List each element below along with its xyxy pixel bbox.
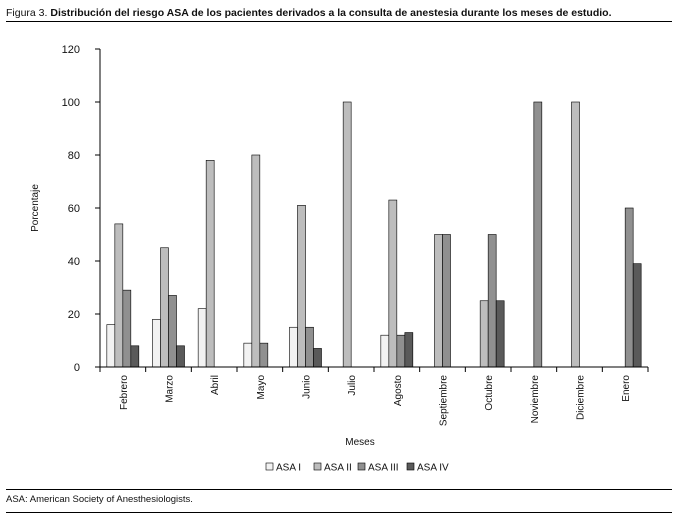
bar-asa-ii-febrero	[115, 224, 123, 367]
bar-asa-ii-diciembre	[572, 102, 580, 367]
bar-asa-i-agosto	[381, 335, 389, 367]
bar-asa-iv-octubre	[496, 301, 504, 367]
legend-label: ASA II	[324, 462, 352, 474]
figure-title: Distribución del riesgo ASA de los pacientes derivados a la consulta de anestesia durante los meses de estudio.	[50, 7, 612, 19]
legend	[266, 463, 449, 474]
y-tick-label: 120	[61, 44, 80, 56]
bar-asa-iv-enero	[633, 264, 641, 367]
bar-asa-ii-octubre	[480, 301, 488, 367]
bar-asa-i-febrero	[107, 325, 115, 367]
figure-label: Figura 3.	[6, 7, 48, 19]
bar-asa-ii-marzo	[161, 248, 169, 367]
bar-asa-iii-mayo	[260, 343, 268, 367]
bar-asa-iii-octubre	[488, 235, 496, 368]
x-tick-label: Agosto	[392, 375, 404, 407]
bar-asa-iv-marzo	[177, 346, 185, 367]
footnote: ASA: American Society of Anesthesiologists.	[6, 494, 193, 505]
legend-swatch	[407, 463, 414, 470]
y-tick-label: 40	[67, 256, 80, 268]
bars-group	[107, 102, 641, 367]
x-tick-label: Enero	[621, 375, 633, 402]
legend-swatch	[314, 463, 321, 470]
y-tick-label: 0	[73, 362, 80, 374]
legend-swatch	[266, 463, 273, 470]
y-axis-label: Porcentaje	[30, 184, 41, 232]
x-tick-label: Junio	[301, 375, 313, 399]
x-tick-label: Diciembre	[575, 375, 587, 421]
bar-asa-iii-enero	[625, 208, 633, 367]
x-tick-label: Febrero	[118, 375, 130, 411]
bar-asa-iii-agosto	[397, 335, 405, 367]
x-tick-label: Mayo	[255, 375, 267, 400]
footnote-rule	[6, 489, 672, 490]
x-tick-label: Septiembre	[438, 375, 450, 427]
bar-asa-iii-noviembre	[534, 102, 542, 367]
bar-asa-i-junio	[290, 327, 298, 367]
bar-asa-iii-febrero	[123, 290, 131, 367]
legend-label: ASA IV	[417, 462, 449, 474]
bottom-rule	[6, 512, 672, 513]
bar-asa-i-abril	[198, 309, 206, 367]
y-tick-label: 60	[67, 203, 80, 215]
y-tick-label: 20	[67, 309, 80, 321]
bar-asa-iii-septiembre	[443, 235, 451, 368]
x-axis-label: Meses	[345, 437, 375, 448]
bar-asa-ii-agosto	[389, 200, 397, 367]
bar-asa-ii-junio	[298, 205, 306, 367]
bar-asa-iv-junio	[314, 348, 322, 367]
legend-label: ASA I	[276, 462, 302, 474]
bar-asa-ii-abril	[206, 160, 214, 367]
legend-swatch	[358, 463, 365, 470]
x-tick-label: Abril	[210, 375, 222, 396]
bar-asa-iv-agosto	[405, 333, 413, 367]
x-tick-label: Marzo	[164, 375, 176, 403]
x-ticks-group	[100, 367, 648, 426]
x-tick-label: Octubre	[484, 375, 496, 411]
bar-asa-ii-mayo	[252, 155, 260, 367]
bar-asa-iii-junio	[306, 327, 314, 367]
y-tick-label: 100	[61, 97, 80, 109]
bar-asa-iii-marzo	[169, 295, 177, 367]
bar-asa-i-mayo	[244, 343, 252, 367]
bar-asa-iv-febrero	[131, 346, 139, 367]
bar-asa-ii-septiembre	[435, 235, 443, 368]
bar-asa-ii-julio	[343, 102, 351, 367]
y-ticks-group	[62, 44, 100, 374]
legend-label: ASA III	[368, 462, 399, 474]
bar-asa-i-marzo	[153, 319, 161, 367]
x-tick-label: Noviembre	[529, 375, 541, 424]
y-tick-label: 80	[67, 150, 80, 162]
x-tick-label: Julio	[347, 375, 359, 396]
